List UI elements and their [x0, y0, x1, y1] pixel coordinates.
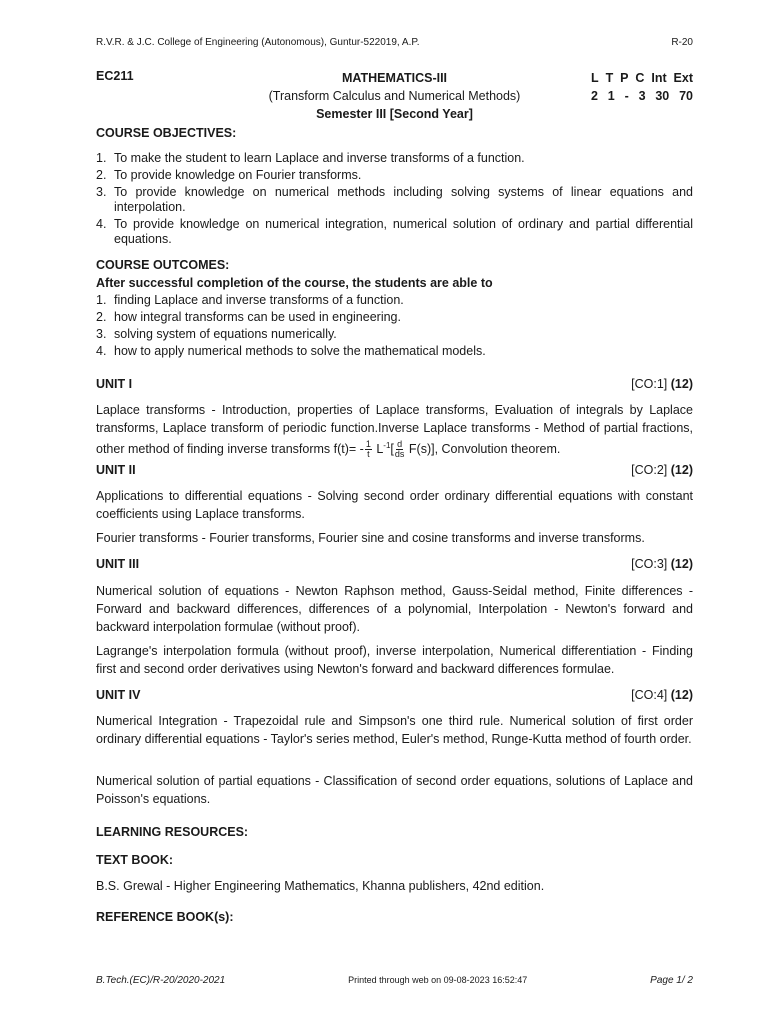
ltpc-value: 2	[591, 89, 598, 103]
textbook-entry: B.S. Grewal - Higher Engineering Mathematics, Khanna publishers, 42nd edition.	[96, 879, 545, 893]
ltpc-header-row	[591, 69, 693, 87]
unit-heading	[96, 377, 693, 391]
unit-paragraph: Applications to differential equations - Solving second order ordinary differential equations with constant coefficients using Laplace transforms.	[96, 489, 693, 521]
page-footer	[96, 975, 693, 986]
unit-co-hours: [CO:3] (12)	[631, 557, 693, 571]
list-item: 2. To provide knowledge on Fourier transforms.	[96, 168, 362, 182]
list-item: 4. how to apply numerical methods to solve the mathematical models.	[96, 344, 486, 358]
outcomes-list	[96, 293, 693, 361]
objectives-list	[96, 151, 693, 249]
ltpc-value: 30	[655, 89, 670, 103]
unit-paragraph: Fourier transforms - Fourier transforms, Fourier sine and cosine transforms and inverse transforms.	[96, 531, 645, 545]
unit-paragraph: Lagrange's interpolation formula (without proof), inverse interpolation, Numerical differentiation - Finding first and second order derivatives using Newton's forward and backward differences formulae.	[96, 644, 693, 676]
regulation-code: R-20	[671, 37, 693, 48]
course-title: MATHEMATICS-III	[341, 71, 448, 85]
unit-paragraph: Numerical solution of partial equations - Classification of second order equations, solutions of Laplace and Poisson's equations.	[96, 774, 693, 806]
ltpc-value: 3	[638, 89, 646, 103]
ltpc-table	[591, 69, 693, 105]
unit-heading	[96, 688, 693, 702]
unit-heading	[96, 463, 693, 477]
formula-fraction: $\frac{d}{ds}$	[394, 439, 405, 460]
outcomes-intro: After successful completion of the course, the students are able to	[96, 276, 493, 290]
unit-heading	[96, 557, 693, 571]
formula-fraction: $\frac{1}{t}$	[365, 439, 371, 460]
unit-co-hours: [CO:4] (12)	[631, 688, 693, 702]
ltpc-value: 1	[607, 89, 615, 103]
footer-printed: Printed through web on 09-08-2023 16:52:47	[348, 975, 528, 985]
list-item: 2. how integral transforms can be used in engineering.	[96, 310, 401, 324]
reference-title: REFERENCE BOOK(s):	[96, 910, 234, 924]
resources-title: LEARNING RESOURCES:	[96, 825, 249, 839]
unit-name: UNIT III	[96, 557, 140, 571]
list-item: 3. To provide knowledge on numerical methods including solving systems of linear equations and interpolation.	[96, 185, 693, 214]
ltpc-header: C	[635, 71, 645, 85]
outcomes-title: COURSE OUTCOMES:	[96, 258, 230, 272]
course-semester: Semester III [Second Year]	[316, 107, 473, 121]
ltpc-value: -	[624, 89, 629, 103]
unit-paragraph: Numerical Integration - Trapezoidal rule and Simpson's one third rule. Numerical solution of first order ordinary differential equations - Taylor's series method, Euler's method, Runge-Kutta method of fourth order.	[96, 714, 693, 746]
unit-name: UNIT IV	[96, 688, 141, 702]
unit-name: UNIT II	[96, 463, 136, 477]
list-item: 4. To provide knowledge on numerical integration, numerical solution of ordinary and partial differential equations.	[96, 217, 693, 246]
list-item: 3. solving system of equations numerically.	[96, 327, 337, 341]
ltpc-header: Ext	[673, 71, 693, 85]
ltpc-header: T	[605, 71, 614, 85]
unit-paragraph: Laplace transforms - Introduction, properties of Laplace transforms, Evaluation of integrals by Laplace transforms, Laplace transform of periodic function.Inverse Laplace transforms - Method of partial fractions, other method of finding inverse transforms f(t)= - $\frac{1}{t}$ $L^{-1}$[ $\frac{d}{ds}$ F(s)], Convolution theorem.	[96, 403, 693, 460]
list-item: 1. To make the student to learn Laplace and inverse transforms of a function.	[96, 151, 525, 165]
ltpc-header: L	[591, 71, 599, 85]
ltpc-value: 70	[679, 89, 693, 103]
unit-paragraph: Numerical solution of equations - Newton Raphson method, Gauss-Seidal method, Finite differences - Forward and backward differences, differences of a polynomial, Interpolation - Newton's forward and backward interpolation formulae (without proof).	[96, 584, 693, 634]
page-header	[96, 37, 693, 48]
textbook-title: TEXT BOOK:	[96, 853, 174, 867]
unit-co-hours: [CO:1] (12)	[631, 377, 693, 391]
ltpc-value-row	[591, 87, 693, 105]
course-code: EC211	[96, 69, 134, 83]
footer-program: B.Tech.(EC)/R-20/2020-2021	[96, 975, 226, 986]
unit-name: UNIT I	[96, 377, 133, 391]
list-item: 1. finding Laplace and inverse transforms of a function.	[96, 293, 404, 307]
footer-page-number: Page 1/ 2	[650, 975, 693, 986]
course-subtitle: (Transform Calculus and Numerical Methods)	[268, 89, 521, 103]
college-name: R.V.R. & J.C. College of Engineering (Autonomous), Guntur-522019, A.P.	[96, 37, 420, 48]
ltpc-header: Int	[651, 71, 667, 85]
ltpc-header: P	[620, 71, 629, 85]
unit-co-hours: [CO:2] (12)	[631, 463, 693, 477]
objectives-title: COURSE OBJECTIVES:	[96, 126, 237, 140]
